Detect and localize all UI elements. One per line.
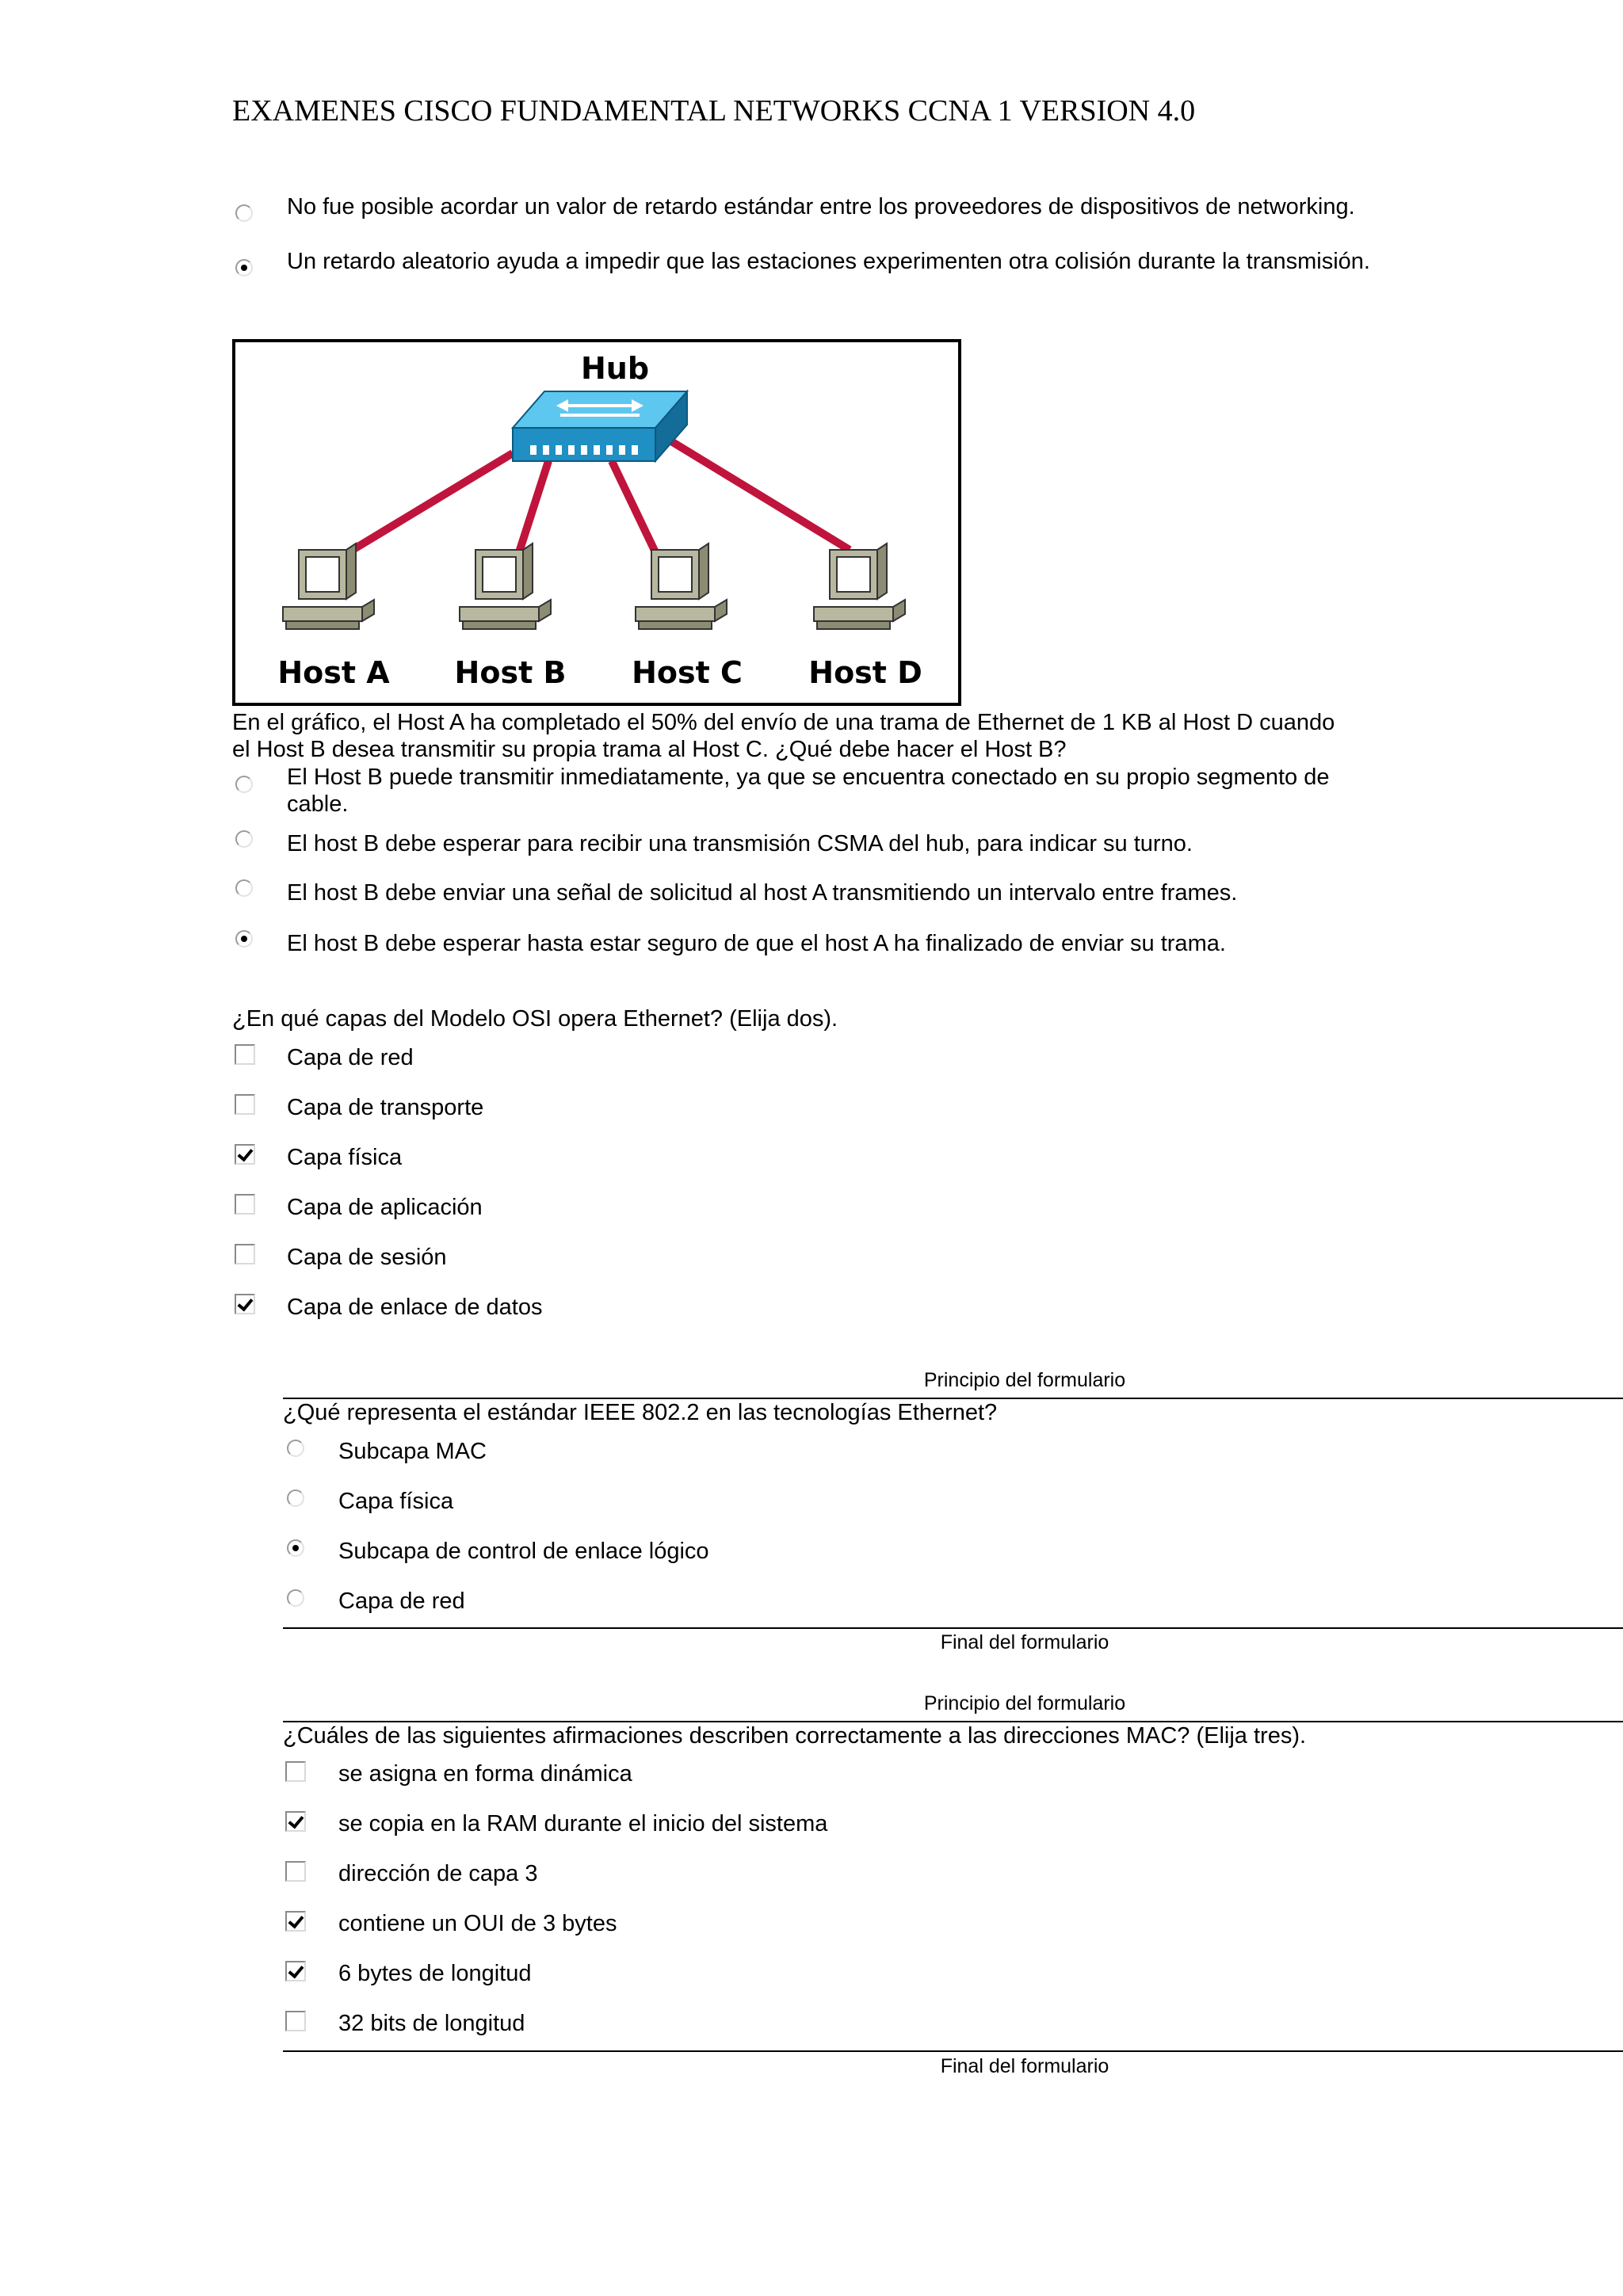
option-osi-1: Capa de red [287,1045,414,1070]
radio-ieee-3[interactable] [287,1539,304,1557]
option-ieee-4: Capa de red [338,1589,465,1614]
option-mac-1: se asigna en forma dinámica [338,1761,632,1787]
host-b-label: Host B [454,655,567,690]
option-osi-3: Capa física [287,1145,403,1170]
question-hub: En el gráfico, el Host A ha completado el 50% del envío de una trama de Ethernet de 1 KB al Host D cuando el Host B desea transmitir su propia trama al Host C. ¿Qué debe hacer el Host B? [232,710,1335,762]
pc-icon-host-b [460,543,551,629]
checkbox-mac-4[interactable] [285,1911,306,1932]
hub-icon [513,391,687,461]
radio-hub-1[interactable] [235,776,253,793]
checkbox-osi-4[interactable] [235,1194,255,1215]
pc-icon-host-a [283,543,374,629]
checkbox-osi-6[interactable] [235,1294,255,1314]
radio-hub-4[interactable] [235,930,253,948]
hub-label: Hub [580,351,650,386]
option-mac-2: se copia en la RAM durante el inicio del sistema [338,1811,828,1836]
form-start-label: Principio del formulario [923,1369,1126,1391]
hub-diagram [235,342,958,703]
checkbox-mac-2[interactable] [285,1811,306,1832]
document-title: EXAMENES CISCO FUNDAMENTAL NETWORKS CCNA 1 VERSION 4.0 [232,94,1196,128]
checkbox-osi-2[interactable] [235,1094,255,1115]
form-divider [283,1627,1623,1629]
form-end-label: Final del formulario [940,2055,1109,2077]
option-osi-2: Capa de transporte [287,1095,484,1120]
option-ieee-3: Subcapa de control de enlace lógico [338,1539,709,1564]
question-ieee: ¿Qué representa el estándar IEEE 802.2 en las tecnologías Ethernet? [283,1400,998,1425]
pc-icon-host-d [814,543,905,629]
option-hub-4: El host B debe esperar hasta estar seguro de que el host A ha finalizado de enviar su trama. [287,931,1226,956]
option-prev-1: No fue posible acordar un valor de retardo estándar entre los proveedores de dispositivos de networking. [287,194,1355,219]
form-start-label: Principio del formulario [923,1692,1126,1714]
option-osi-6: Capa de enlace de datos [287,1295,543,1320]
question-osi: ¿En qué capas del Modelo OSI opera Ethernet? (Elija dos). [232,1006,838,1032]
checkbox-osi-1[interactable] [235,1044,255,1065]
cable-host-c [612,461,655,552]
cable-host-a [353,453,513,550]
radio-prev-1[interactable] [235,204,253,222]
option-hub-2: El host B debe esperar para recibir una transmisión CSMA del hub, para indicar su turno. [287,831,1193,856]
option-mac-5: 6 bytes de longitud [338,1961,532,1986]
option-prev-2: Un retardo aleatorio ayuda a impedir que las estaciones experimenten otra colisión durante la transmisión. [287,249,1370,274]
host-d-label: Host D [808,655,922,690]
radio-ieee-4[interactable] [287,1589,304,1607]
option-mac-6: 32 bits de longitud [338,2011,525,2036]
option-hub-1: El Host B puede transmitir inmediatamente, ya que se encuentra conectado en su propio segmento de cable. [287,765,1330,817]
option-mac-4: contiene un OUI de 3 bytes [338,1911,617,1936]
radio-ieee-2[interactable] [287,1489,304,1507]
checkbox-osi-3[interactable] [235,1144,255,1165]
checkbox-mac-5[interactable] [285,1961,306,1981]
option-mac-3: dirección de capa 3 [338,1861,538,1886]
option-ieee-2: Capa física [338,1489,454,1514]
cable-host-d [671,441,850,550]
question-mac: ¿Cuáles de las siguientes afirmaciones describen correctamente a las direcciones MAC? (Elija tres). [283,1723,1307,1749]
option-osi-5: Capa de sesión [287,1245,447,1270]
form-divider [283,2050,1623,2052]
host-a-label: Host A [277,655,390,690]
host-c-label: Host C [632,655,743,690]
radio-hub-2[interactable] [235,830,253,848]
form-end-label: Final del formulario [940,1631,1109,1653]
hub-network-figure [232,339,961,706]
checkbox-mac-3[interactable] [285,1861,306,1882]
radio-ieee-1[interactable] [287,1440,304,1457]
option-hub-3: El host B debe enviar una señal de solicitud al host A transmitiendo un intervalo entre frames. [287,880,1238,906]
radio-prev-2[interactable] [235,259,253,277]
checkbox-mac-6[interactable] [285,2011,306,2031]
pc-icon-host-c [636,543,727,629]
radio-hub-3[interactable] [235,879,253,897]
cable-host-b [519,461,548,552]
checkbox-mac-1[interactable] [285,1761,306,1782]
checkbox-osi-5[interactable] [235,1244,255,1264]
option-ieee-1: Subcapa MAC [338,1439,487,1464]
option-osi-4: Capa de aplicación [287,1195,483,1220]
